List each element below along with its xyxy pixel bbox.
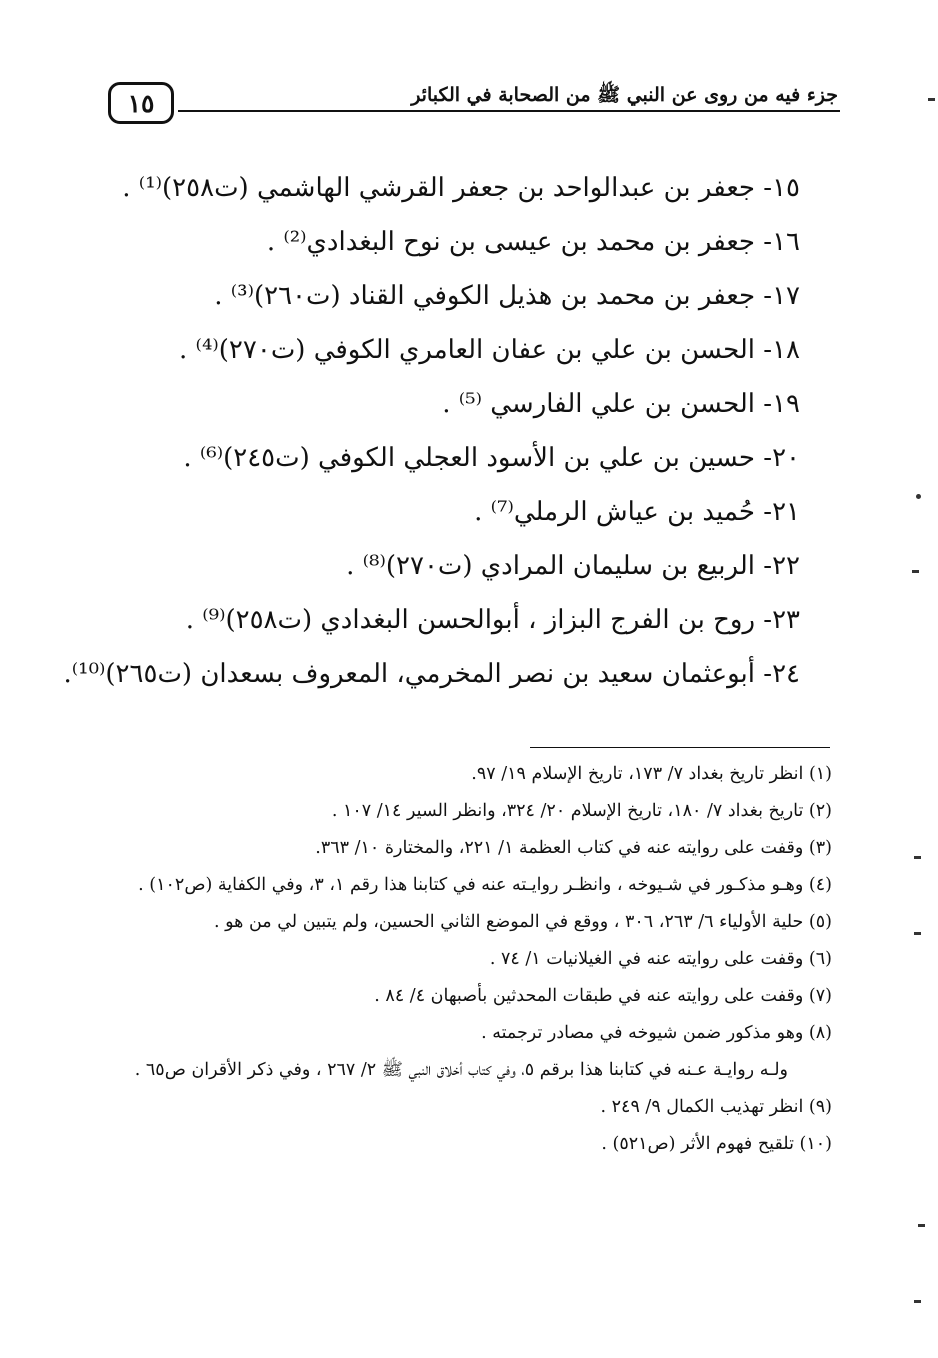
list-item: ١٦- جعفر بن محمد بن عيسى بن نوح البغدادي⁽²⁾ .	[266, 227, 800, 257]
narrator-list	[63, 165, 800, 705]
page-header	[108, 82, 840, 132]
footnote: (١) انظر تاريخ بغداد ٧/ ١٧٣، تاريخ الإسلام ١٩/ ٩٧.	[471, 764, 832, 784]
margin-mark	[928, 98, 935, 101]
footnote: (٢) تاريخ بغداد ٧/ ١٨٠، تاريخ الإسلام ٢٠/ ٣٢٤، وانظر السير ١٤/ ١٠٧ .	[331, 801, 832, 821]
list-item: ٢٤- أبوعثمان سعيد بن نصر المخرمي، المعروف بسعدان (ت٢٦٥)⁽¹⁰⁾.	[63, 659, 800, 689]
header-rule	[178, 110, 840, 112]
margin-mark	[916, 494, 921, 499]
list-item: ١٨- الحسن بن علي بن عفان العامري الكوفي (ت٢٧٠)⁽⁴⁾ .	[179, 335, 800, 365]
page-number: ١٥	[108, 82, 174, 124]
footnote: (٩) انظر تهذيب الكمال ٩/ ٢٤٩ .	[600, 1097, 832, 1117]
footnote-separator	[530, 747, 830, 748]
margin-mark	[918, 1224, 925, 1227]
margin-mark	[912, 570, 919, 573]
footnote: (٨) وهو مذكور ضمن شيوخه في مصادر ترجمته .	[481, 1023, 832, 1043]
list-item: ٢٢- الربيع بن سليمان المرادي (ت٢٧٠)⁽⁸⁾ .	[346, 551, 800, 581]
list-item: ٢١- حُميد بن عياش الرملي⁽⁷⁾ .	[474, 497, 800, 527]
list-item: ٢٠- حسين بن علي بن الأسود العجلي الكوفي (ت٢٤٥)⁽⁶⁾ .	[183, 443, 800, 473]
footnote: (١٠) تلقيح فهوم الأثر (ص٥٢١) .	[601, 1134, 832, 1154]
margin-mark	[914, 1300, 921, 1303]
footnote-continuation: ولـه روايـة عـنه في كتابنا هذا برقم ٥، وفي كتاب أخلاق النبي ﷺ ٢/ ٢٦٧ ، وفي ذكر الأقران ص٦٥ .	[134, 1060, 788, 1080]
list-item: ٢٣- روح بن الفرج البزاز ، أبوالحسن البغدادي (ت٢٥٨)⁽⁹⁾ .	[185, 605, 800, 635]
footnote: (٤) وهـو مذكـور في شـيوخه ، وانظـر روايـته عنه في كتابنا هذا رقم ١، ٣، وفي الكفاية (ص١٠٢) .	[138, 875, 832, 895]
list-item: ١٥- جعفر بن عبدالواحد بن جعفر القرشي الهاشمي (ت٢٥٨)⁽¹⁾ .	[122, 173, 800, 203]
footnote: (٧) وقفت على روايته عنه في طبقات المحدثين بأصبهان ٤/ ٨٤ .	[374, 986, 832, 1006]
footnote: (٥) حلية الأولياء ٦/ ٢٦٣، ٣٠٦ ، ووقع في الموضع الثاني الحسين، ولم يتبين لي من هو .	[214, 912, 832, 932]
list-item: ١٩- الحسن بن علي الفارسي ⁽⁵⁾ .	[442, 389, 800, 419]
margin-mark	[914, 856, 921, 859]
list-item: ١٧- جعفر بن محمد بن هذيل الكوفي القناد (ت٢٦٠)⁽³⁾ .	[214, 281, 800, 311]
footnote: (٣) وقفت على روايته عنه في كتاب العظمة ١/ ٢٢١، والمختارة ١٠/ ٣٦٣.	[315, 838, 832, 858]
running-title: جزء فيه من روى عن النبي ﷺ من الصحابة في الكبائر	[411, 84, 838, 106]
footnotes	[112, 756, 832, 1163]
margin-mark	[914, 932, 921, 935]
footnote: (٦) وقفت على روايته عنه في الغيلانيات ١/ ٧٤ .	[489, 949, 832, 969]
